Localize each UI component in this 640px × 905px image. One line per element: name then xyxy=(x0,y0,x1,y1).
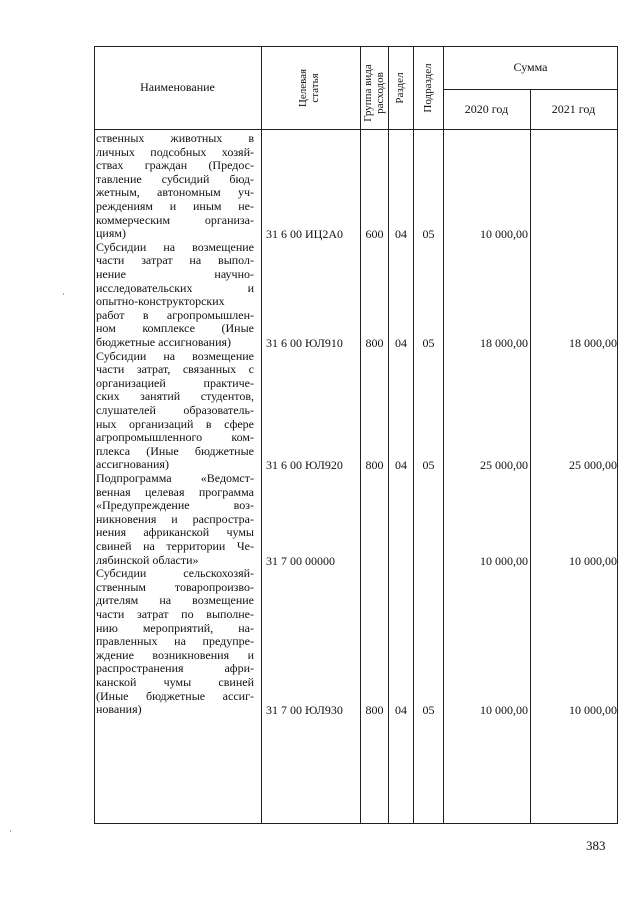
row-sum-2020: 25 000,00 xyxy=(480,458,528,473)
row-name-line: нение научно- xyxy=(96,267,254,281)
row-name-line: исследовательских и xyxy=(96,280,254,295)
row-name-line: личных подсобных хозяй- xyxy=(96,144,254,159)
header-year-2020: 2020 год xyxy=(464,102,509,116)
budget-table xyxy=(94,46,618,824)
row-name-line: плекса (Иные бюджетные xyxy=(96,443,254,458)
row-name-line: канской чумы свиней xyxy=(96,675,254,689)
row-target-article: 31 7 00 00000 xyxy=(266,553,335,568)
row-target-article: 31 6 00 ЮЛ920 xyxy=(266,458,343,473)
row-name-line: нения африканской чумы xyxy=(96,525,254,540)
row-name-line: ждение возникновения и xyxy=(96,647,254,662)
row-subsection: 05 xyxy=(422,336,435,350)
row-subsection: 05 xyxy=(422,703,435,718)
row-name-line: «Предупреждение воз- xyxy=(96,498,254,513)
row-name-line: слушателей образователь- xyxy=(96,403,254,417)
row-name-line: бюджетные ассигнования) xyxy=(96,335,232,349)
row-sum-2021: 18 000,00 xyxy=(569,336,617,350)
row-name-line: жетным, автономным уч- xyxy=(96,185,254,200)
row-subsection: 05 xyxy=(422,227,435,242)
row-expense-group: 800 xyxy=(365,458,384,473)
margin-mark xyxy=(63,293,64,295)
row-target-article: 31 6 00 ЮЛ910 xyxy=(266,336,343,350)
row-name-line: ствах граждан (Предос- xyxy=(96,158,254,173)
row-sum-2020: 10 000,00 xyxy=(480,703,528,718)
row-sum-2021: 10 000,00 xyxy=(569,703,617,718)
header-year-2021: 2021 год xyxy=(551,102,596,116)
row-sum-2020: 10 000,00 xyxy=(480,553,528,568)
rule-bottom xyxy=(94,823,618,824)
row-name-line: коммерческим организа- xyxy=(96,212,254,227)
row-name-line: (Иные бюджетные ассиг- xyxy=(96,688,254,703)
row-name-line: никновения и распростра- xyxy=(96,511,254,526)
rule-left xyxy=(94,46,95,824)
row-section: 04 xyxy=(395,336,407,350)
row-name-line: опытно-конструкторских xyxy=(96,294,225,309)
rule-name-right xyxy=(261,46,262,824)
row-name-line: свиней на территории Че- xyxy=(96,539,254,553)
row-name-line: нию мероприятий, на- xyxy=(96,620,254,635)
row-sum-2021: 10 000,00 xyxy=(569,553,617,568)
row-name-line: ственных животных в xyxy=(96,131,254,145)
row-name-line: части затрат на выпол- xyxy=(96,253,254,268)
header-subsection: Подраздел xyxy=(422,63,434,113)
row-name-line: Подпрограмма «Ведомст- xyxy=(96,471,254,485)
row-section: 04 xyxy=(395,458,407,473)
rule-header-bottom xyxy=(94,129,618,130)
row-name-line: реждениям и иным не- xyxy=(96,199,254,213)
row-target-article: 31 7 00 ЮЛ930 xyxy=(266,703,343,718)
row-section: 04 xyxy=(395,227,407,242)
row-name-line: организацией практиче- xyxy=(96,375,254,390)
row-name-line: лябинской области» xyxy=(96,552,199,567)
row-name-line: Субсидии сельскохозяй- xyxy=(96,566,254,581)
row-name-line: ских занятий студентов, xyxy=(96,389,254,404)
row-name-line: ственным товаропроизво- xyxy=(96,579,254,594)
row-name-line: агропромышленного ком- xyxy=(96,430,254,445)
page-number: 383 xyxy=(586,838,606,853)
row-expense-group: 800 xyxy=(365,336,384,350)
row-name-line: ассигнования) xyxy=(96,457,169,472)
row-name-line: циям) xyxy=(96,226,126,241)
row-name-line: венная целевая программа xyxy=(96,484,254,499)
row-name-line: нования) xyxy=(96,702,142,717)
header-sum: Сумма xyxy=(513,60,548,74)
header-expense-group: Группа вида расходов xyxy=(362,64,386,122)
row-name-line: тавление субсидий бюд- xyxy=(96,171,254,186)
row-sum-2020: 18 000,00 xyxy=(480,336,528,350)
row-name-line: части затрат, связанных с xyxy=(96,362,254,377)
row-subsection: 05 xyxy=(422,458,435,473)
header-name: Наименование xyxy=(140,80,215,94)
row-name-line: распространения афри- xyxy=(96,661,254,676)
row-name-line: работ в агропромышлен- xyxy=(96,307,254,322)
rule-right xyxy=(617,46,618,824)
margin-mark xyxy=(10,830,11,832)
row-expense-group: 600 xyxy=(365,227,384,242)
header-section: Раздел xyxy=(394,72,406,104)
row-name-line: Субсидии на возмещение xyxy=(96,348,254,363)
row-section: 04 xyxy=(395,703,407,718)
row-target-article: 31 6 00 ИЦ2А0 xyxy=(266,227,343,242)
row-sum-2020: 10 000,00 xyxy=(480,227,528,242)
row-name-line: части затрат по выполне- xyxy=(96,607,254,621)
row-sum-2021: 25 000,00 xyxy=(569,458,617,473)
row-name-line: ном комплексе (Иные xyxy=(96,321,254,336)
header-target-article: Целевая статья xyxy=(297,68,321,108)
rule-top xyxy=(94,46,618,47)
row-name-line: Субсидии на возмещение xyxy=(96,239,254,254)
row-name-line: ных организаций в сфере xyxy=(96,416,254,431)
row-name-line: дителям на возмещение xyxy=(96,593,254,608)
row-expense-group: 800 xyxy=(365,703,384,718)
row-name-line: правленных на предупре- xyxy=(96,634,254,649)
